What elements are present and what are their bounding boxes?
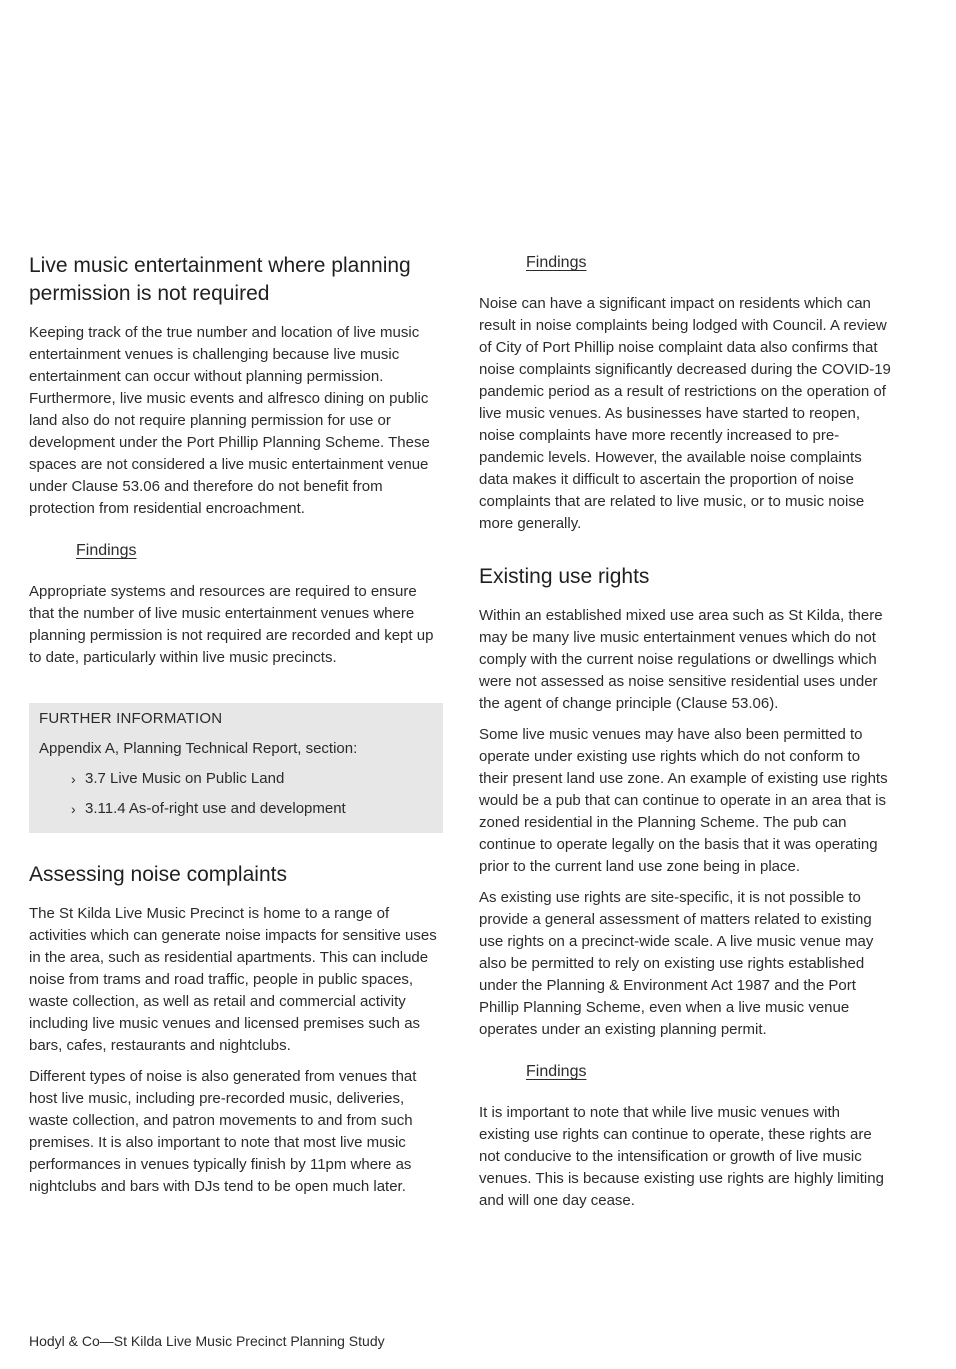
further-information-list (71, 768, 433, 820)
right-column (479, 252, 893, 1221)
findings-label: Findings (526, 1063, 587, 1080)
heading-existing-use-rights: Existing use rights (479, 565, 650, 588)
list-item (71, 768, 433, 790)
paragraph-mixed-use-area: Within an established mixed use area such as St Kilda, there may be many live music entertainment venues which do not comply with the current noise regulations or dwellings which were not assessed as noise sensitive residential uses under the agent of change principle (Clause 53.06). (479, 607, 883, 712)
heading-live-music-without-permission: Live music entertainment where planning permission is not required (29, 254, 411, 305)
paragraph-existing-use-example: Some live music venues may have also been permitted to operate under existing use rights which do not conform to their present land use zone. An example of existing use rights would be a pub that can continue to operate in an area that is zoned residential in the Planning Scheme. The pub can continue to operate legally on the basis that it was operating prior to the current land use zone being in place. (479, 726, 888, 875)
further-information-subheading: Appendix A, Planning Technical Report, section: (39, 740, 358, 757)
heading-assessing-noise-complaints: Assessing noise complaints (29, 863, 287, 886)
paragraph-noise-types: Different types of noise is also generated from venues that host live music, including pre-recorded music, deliveries, waste collection, and patron movements to and from such premises. It is also important to note that most live music performances in venues typically finish by 11pm where as nightclubs and bars with DJs tend to be open much later. (29, 1068, 417, 1195)
chevron-right-icon: › (71, 771, 76, 787)
paragraph-site-specific: As existing use rights are site-specific, it is not possible to provide a general assessment of matters related to existing use rights on a precinct-wide scale. A live music venue may also be permitted to rely on existing use rights established under the Planning & Environment Act 1987 and the Port Phillip Planning Scheme, even when a live music venue operates under an existing planning permit. (479, 889, 874, 1038)
page-footer: Hodyl & Co—St Kilda Live Music Precinct Planning Study (29, 1333, 385, 1349)
left-column (29, 252, 443, 1207)
paragraph-noise-activities: The St Kilda Live Music Precinct is home to a range of activities which can generate noise impacts for sensitive uses in the area, such as residential apartments. This can include noise from trams and road traffic, people in public spaces, waste collection, as well as retail and commercial activity including live music venues and licensed premises such as bars, cafes, restaurants and nightclubs. (29, 905, 437, 1054)
chevron-right-icon: › (71, 801, 76, 817)
findings-text-systems: Appropriate systems and resources are required to ensure that the number of live music entertainment venues where planning permission is not required are recorded and kept up to date, particularly within live music precincts. (29, 583, 434, 666)
findings-label: Findings (526, 254, 587, 271)
findings-text-intensification: It is important to note that while live music venues with existing use rights can continue to operate, these rights are not conducive to the intensification or growth of live music venues. This is because existing use rights are highly limiting and will one day cease. (479, 1104, 884, 1209)
further-information-heading: FURTHER INFORMATION (39, 710, 223, 727)
list-item (71, 798, 433, 820)
list-item-text: 3.7 Live Music on Public Land (85, 770, 285, 787)
paragraph-tracking-venues: Keeping track of the true number and location of live music entertainment venues is challenging because live music entertainment can occur without planning permission. Furthermore, live music events and alfresco dining on public land also do not require planning permission for use or development under the Port Phillip Planning Scheme. These spaces are not considered a live music entertainment venue under Clause 53.06 and therefore do not benefit from protection from residential encroachment. (29, 324, 430, 517)
further-information-box (29, 703, 443, 833)
findings-text-noise-impact: Noise can have a significant impact on residents which can result in noise complaints being lodged with Council. A review of City of Port Phillip noise complaint data also confirms that noise complaints significantly decreased during the COVID-19 pandemic period as a result of restrictions on the operation of live music venues. As businesses have started to reopen, noise complaints have more recently increased to pre-pandemic levels. However, the available noise complaints data makes it difficult to ascertain the proportion of noise complaints that are related to live music, or to music noise more generally. (479, 295, 891, 532)
list-item-text: 3.11.4 As-of-right use and development (85, 800, 346, 817)
findings-label: Findings (76, 542, 137, 559)
